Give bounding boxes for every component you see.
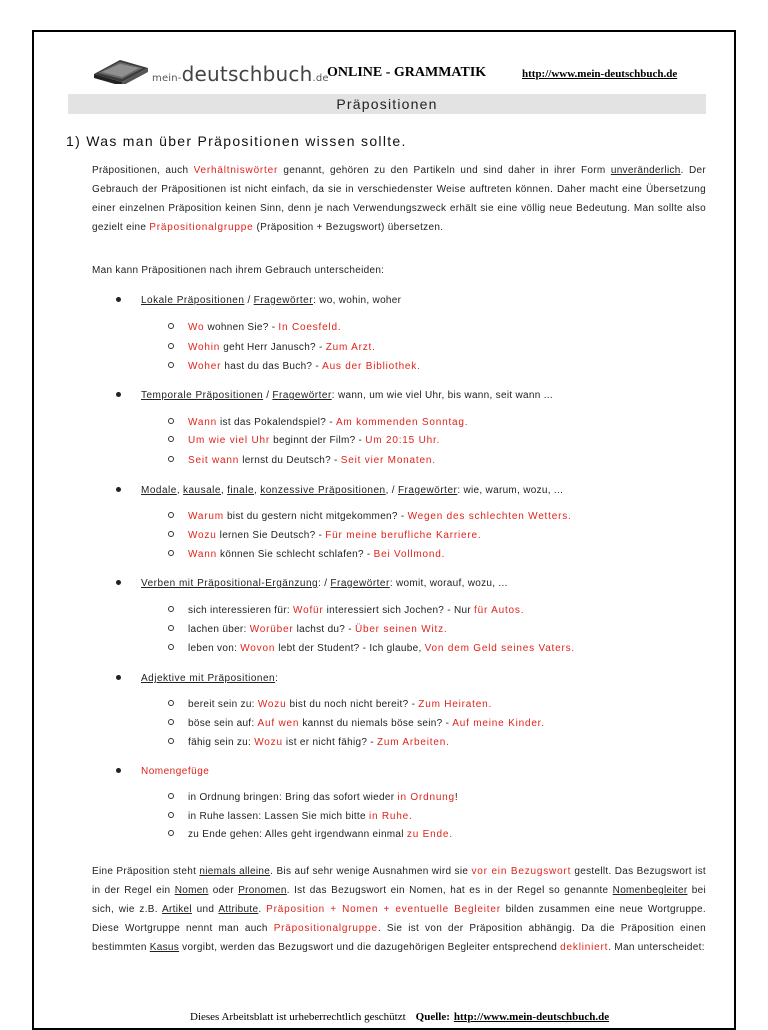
example-text: wohnen Sie? - bbox=[204, 322, 279, 333]
circle-bullet-icon bbox=[168, 625, 174, 631]
example-item bbox=[168, 455, 436, 466]
example-item bbox=[168, 511, 572, 522]
separator: , / bbox=[385, 485, 398, 496]
example-item bbox=[168, 417, 468, 428]
example-item bbox=[168, 435, 440, 446]
text: und bbox=[191, 904, 219, 915]
circle-bullet-icon bbox=[168, 323, 174, 329]
page-title: Präpositionen bbox=[68, 94, 706, 114]
section-heading: 1) Was man über Präpositionen wissen sollte. bbox=[66, 133, 407, 149]
example-text: lachst du? - bbox=[293, 624, 355, 635]
intro-paragraph bbox=[92, 161, 706, 237]
punctuation: ! bbox=[454, 792, 458, 803]
question-word: Wozu bbox=[254, 737, 283, 748]
text: Präpositionen, auch bbox=[92, 165, 194, 176]
page-footer bbox=[190, 1011, 609, 1023]
underlined-term: Artikel bbox=[162, 904, 192, 915]
question-word: Warum bbox=[188, 511, 224, 522]
bullet-label: Modale bbox=[141, 485, 177, 496]
punctuation: . bbox=[372, 342, 376, 353]
punctuation: . bbox=[436, 435, 441, 446]
bullet-modal: Modale, kausale, finale, konzessive Präpositionen, / Fragewörter: wie, warum, wozu, ... bbox=[116, 485, 563, 496]
bullet-icon bbox=[116, 297, 121, 302]
underlined-term: niemals alleine bbox=[199, 866, 271, 877]
punctuation: . bbox=[568, 511, 572, 522]
punctuation: . bbox=[520, 605, 525, 616]
example-prefix: lachen über: bbox=[188, 624, 250, 635]
question-word: Auf wen bbox=[257, 718, 300, 729]
answer-text: Bei Vollmond bbox=[373, 549, 442, 560]
underlined-term: unveränderlich bbox=[610, 165, 681, 176]
logo-prefix: mein- bbox=[152, 73, 182, 84]
highlight-term: vor ein Bezugswort bbox=[471, 866, 572, 877]
answer-text: Von dem Geld seines Vaters bbox=[424, 643, 572, 654]
highlight-term: dekliniert bbox=[560, 942, 609, 953]
bullet-verben bbox=[116, 578, 508, 589]
example-text: geht Herr Janusch? - bbox=[220, 342, 326, 353]
bullet-rest: : wo, wohin, woher bbox=[313, 295, 402, 306]
text: . Der Gebrauch der Präpositionen ist nicht einfach, da sie in verschiedenster Weise auftreten können. Daher macht eine Übersetzung einer einzelnen Präposition keinen Sinn, denn je nach Verwendungszweck erhält sie eine völlig neue Bedeutung. Man sollte also gezielt eine bbox=[92, 165, 707, 233]
answer-text: Wegen des schlechten Wetters bbox=[407, 511, 568, 522]
highlight-term: Verhältniswörter bbox=[193, 165, 279, 176]
circle-bullet-icon bbox=[168, 738, 174, 744]
page-header bbox=[90, 48, 690, 88]
underlined-term: Nomen bbox=[174, 885, 209, 896]
example-item bbox=[168, 699, 492, 710]
example-item bbox=[168, 549, 445, 560]
example-text: lernen Sie Deutsch? - bbox=[216, 530, 326, 541]
example-item bbox=[168, 342, 376, 353]
example-prefix: böse sein auf: bbox=[188, 718, 258, 729]
bullet-icon bbox=[116, 392, 121, 397]
text: gestellt. Das Bezugswort ist in der Regel ein bbox=[92, 866, 706, 896]
example-item bbox=[168, 643, 575, 654]
example-item bbox=[168, 829, 453, 840]
punctuation: . bbox=[417, 361, 421, 372]
source-label: Quelle: bbox=[415, 1011, 450, 1023]
fragewoerter-label: Fragewörter bbox=[397, 485, 458, 496]
answer-text: in Ordnung bbox=[397, 792, 455, 803]
example-text: lernst du Deutsch? - bbox=[239, 455, 341, 466]
punctuation: . bbox=[571, 643, 576, 654]
answer-text: Seit vier Monaten bbox=[340, 455, 433, 466]
text: oder bbox=[208, 885, 239, 896]
text: bilden zusammen eine neue Wortgruppe. Diese Wortgruppe nennt man auch bbox=[92, 904, 706, 934]
question-word: Wohin bbox=[188, 342, 221, 353]
question-word: Wovon bbox=[240, 643, 276, 654]
example-item bbox=[168, 737, 450, 748]
question-word: Wo bbox=[188, 322, 205, 333]
example-text: ist er nicht fähig? - bbox=[282, 737, 377, 748]
bullet-icon bbox=[116, 768, 121, 773]
circle-bullet-icon bbox=[168, 700, 174, 706]
underlined-term: Nomenbegleiter bbox=[612, 885, 688, 896]
punctuation: . bbox=[449, 829, 453, 840]
underlined-term: Kasus bbox=[149, 942, 180, 953]
bullet-nomengefuege bbox=[116, 766, 209, 777]
source-url-link[interactable]: http://www.mein-deutschbuch.de bbox=[453, 1011, 610, 1023]
example-prefix: in Ruhe lassen: Lassen Sie mich bitte bbox=[188, 811, 369, 822]
example-text: interessiert sich Jochen? - Nur bbox=[323, 605, 475, 616]
answer-text: Aus der Bibliothek bbox=[322, 361, 418, 372]
punctuation: . bbox=[446, 737, 450, 748]
example-text: können Sie schlecht schlafen? - bbox=[216, 549, 374, 560]
example-item bbox=[168, 811, 413, 822]
punctuation: . bbox=[432, 455, 436, 466]
example-item bbox=[168, 322, 341, 333]
fragewoerter-label: Fragewörter bbox=[272, 390, 332, 401]
bullet-label: Temporale Präpositionen bbox=[141, 390, 264, 401]
highlight-term: Präposition + Nomen + eventuelle Begleiter bbox=[266, 904, 501, 915]
question-word: Seit wann bbox=[188, 455, 240, 466]
text: . Sie ist von der Präposition abhängig. Da die Präposition einen bestimmten bbox=[92, 923, 707, 953]
example-text: bist du noch nicht bereit? - bbox=[286, 699, 419, 710]
book-logo-icon bbox=[90, 52, 150, 84]
example-item bbox=[168, 361, 421, 372]
header-url-link[interactable]: http://www.mein-deutschbuch.de bbox=[522, 68, 678, 80]
bullet-label: kausale bbox=[182, 485, 221, 496]
punctuation: . bbox=[488, 699, 493, 710]
example-prefix: in Ordnung bringen: Bring das sofort wieder bbox=[188, 792, 398, 803]
question-word: Wann bbox=[188, 549, 217, 560]
question-word: Wozu bbox=[188, 530, 217, 541]
header-title: ONLINE - GRAMMATIK bbox=[327, 65, 487, 80]
circle-bullet-icon bbox=[168, 644, 174, 650]
bullet-rest: : wann, um wie viel Uhr, bis wann, seit wann ... bbox=[331, 390, 553, 401]
example-item bbox=[168, 624, 447, 635]
punctuation: . bbox=[541, 718, 545, 729]
punctuation: . bbox=[409, 811, 413, 822]
bullet-lokal bbox=[116, 295, 401, 306]
circle-bullet-icon bbox=[168, 793, 174, 799]
text: . bbox=[258, 904, 267, 915]
answer-text: Zum Arzt bbox=[325, 342, 373, 353]
question-word: Worüber bbox=[249, 624, 294, 635]
separator: / bbox=[263, 390, 273, 401]
question-word: Wofür bbox=[293, 605, 324, 616]
example-text: beginnt der Film? - bbox=[270, 435, 366, 446]
logo-suffix: .de bbox=[312, 73, 329, 84]
bullet-rest: : womit, worauf, wozu, ... bbox=[389, 578, 508, 589]
question-word: Wozu bbox=[257, 699, 287, 710]
bullet-rest: : wie, warum, wozu, ... bbox=[457, 485, 564, 496]
text: genannt, gehören zu den Partikeln und sind daher in ihrer Form bbox=[278, 165, 611, 176]
example-text: hast du das Buch? - bbox=[221, 361, 323, 372]
bullet-icon bbox=[116, 675, 121, 680]
circle-bullet-icon bbox=[168, 418, 174, 424]
circle-bullet-icon bbox=[168, 812, 174, 818]
question-word: Woher bbox=[188, 361, 222, 372]
bullet-label: Lokale Präpositionen bbox=[141, 295, 245, 306]
highlight-term: Präpositionalgruppe bbox=[149, 222, 254, 233]
text: vorgibt, werden das Bezugswort und die dazugehörigen Begleiter entsprechend bbox=[179, 942, 561, 953]
circle-bullet-icon bbox=[168, 343, 174, 349]
closing-paragraph bbox=[92, 862, 706, 957]
bullet-adjektive bbox=[116, 673, 278, 684]
circle-bullet-icon bbox=[168, 830, 174, 836]
answer-text: Für meine berufliche Karriere bbox=[325, 530, 478, 541]
fragewoerter-label: Fragewörter bbox=[253, 295, 314, 306]
bullet-icon bbox=[116, 487, 121, 492]
bullet-icon bbox=[116, 580, 121, 585]
example-item bbox=[168, 605, 524, 616]
example-prefix: zu Ende gehen: Alles geht irgendwann einmal bbox=[188, 829, 407, 840]
example-prefix: fähig sein zu: bbox=[188, 737, 255, 748]
text: Eine Präposition steht bbox=[92, 866, 200, 877]
bullet-label: Adjektive mit Präpositionen bbox=[141, 673, 276, 684]
text: bei sich, wie z.B. bbox=[92, 885, 706, 915]
punctuation: . bbox=[441, 549, 446, 560]
separator: / bbox=[244, 295, 254, 306]
circle-bullet-icon bbox=[168, 362, 174, 368]
answer-text: Über seinen Witz bbox=[354, 624, 444, 635]
copyright-notice: Dieses Arbeitsblatt ist urheberrechtlich geschützt bbox=[190, 1011, 406, 1023]
answer-text: Auf meine Kinder bbox=[452, 718, 542, 729]
example-prefix: leben von: bbox=[188, 643, 241, 654]
example-text: ist das Pokalendspiel? - bbox=[216, 417, 336, 428]
bullet-label: finale bbox=[227, 485, 255, 496]
example-text: kannst du niemals böse sein? - bbox=[299, 718, 453, 729]
text: . Man unterscheidet: bbox=[608, 942, 705, 953]
example-item bbox=[168, 530, 482, 541]
question-word: Wann bbox=[188, 417, 217, 428]
example-prefix: sich interessieren für: bbox=[188, 605, 294, 616]
bullet-label: Nomengefüge bbox=[141, 766, 210, 777]
highlight-term: Präpositionalgruppe bbox=[273, 923, 378, 934]
punctuation: . bbox=[477, 530, 482, 541]
bullet-temporal bbox=[116, 390, 553, 401]
underlined-term: Attribute bbox=[218, 904, 259, 915]
bullet-label: konzessive Präpositionen bbox=[260, 485, 386, 496]
question-word: Um wie viel Uhr bbox=[188, 435, 271, 446]
logo-wordmark bbox=[152, 62, 329, 86]
punctuation: . bbox=[337, 322, 342, 333]
fragewoerter-label: Fragewörter bbox=[330, 578, 390, 589]
text: . Ist das Bezugswort ein Nomen, hat es in der Regel so genannte bbox=[286, 885, 613, 896]
answer-text: Zum Arbeiten bbox=[376, 737, 447, 748]
text: . Bis auf sehr wenige Ausnahmen wird sie bbox=[270, 866, 472, 877]
answer-text: In Coesfeld bbox=[278, 322, 338, 333]
circle-bullet-icon bbox=[168, 456, 174, 462]
answer-text: Um 20:15 Uhr bbox=[365, 435, 437, 446]
circle-bullet-icon bbox=[168, 719, 174, 725]
circle-bullet-icon bbox=[168, 550, 174, 556]
example-item bbox=[168, 792, 458, 803]
separator: : / bbox=[318, 578, 331, 589]
example-prefix: bereit sein zu: bbox=[188, 699, 258, 710]
circle-bullet-icon bbox=[168, 436, 174, 442]
underlined-term: Pronomen bbox=[238, 885, 287, 896]
answer-text: in Ruhe bbox=[368, 811, 410, 822]
example-item bbox=[168, 718, 545, 729]
classification-intro: Man kann Präpositionen nach ihrem Gebrauch unterscheiden: bbox=[92, 265, 385, 276]
answer-text: für Autos bbox=[474, 605, 521, 616]
example-text: bist du gestern nicht mitgekommen? - bbox=[223, 511, 408, 522]
circle-bullet-icon bbox=[168, 531, 174, 537]
circle-bullet-icon bbox=[168, 512, 174, 518]
logo-main: deutschbuch bbox=[181, 62, 313, 86]
answer-text: Am kommenden Sonntag bbox=[335, 417, 465, 428]
circle-bullet-icon bbox=[168, 606, 174, 612]
bullet-label: Verben mit Präpositional-Ergänzung bbox=[141, 578, 319, 589]
example-text: lebt der Student? - Ich glaube, bbox=[275, 643, 425, 654]
text: (Präposition + Bezugswort) übersetzen. bbox=[253, 222, 444, 233]
answer-text: Zum Heiraten bbox=[418, 699, 489, 710]
punctuation: . bbox=[443, 624, 448, 635]
bullet-rest: : bbox=[275, 673, 279, 684]
punctuation: . bbox=[464, 417, 469, 428]
answer-text: zu Ende bbox=[406, 829, 450, 840]
